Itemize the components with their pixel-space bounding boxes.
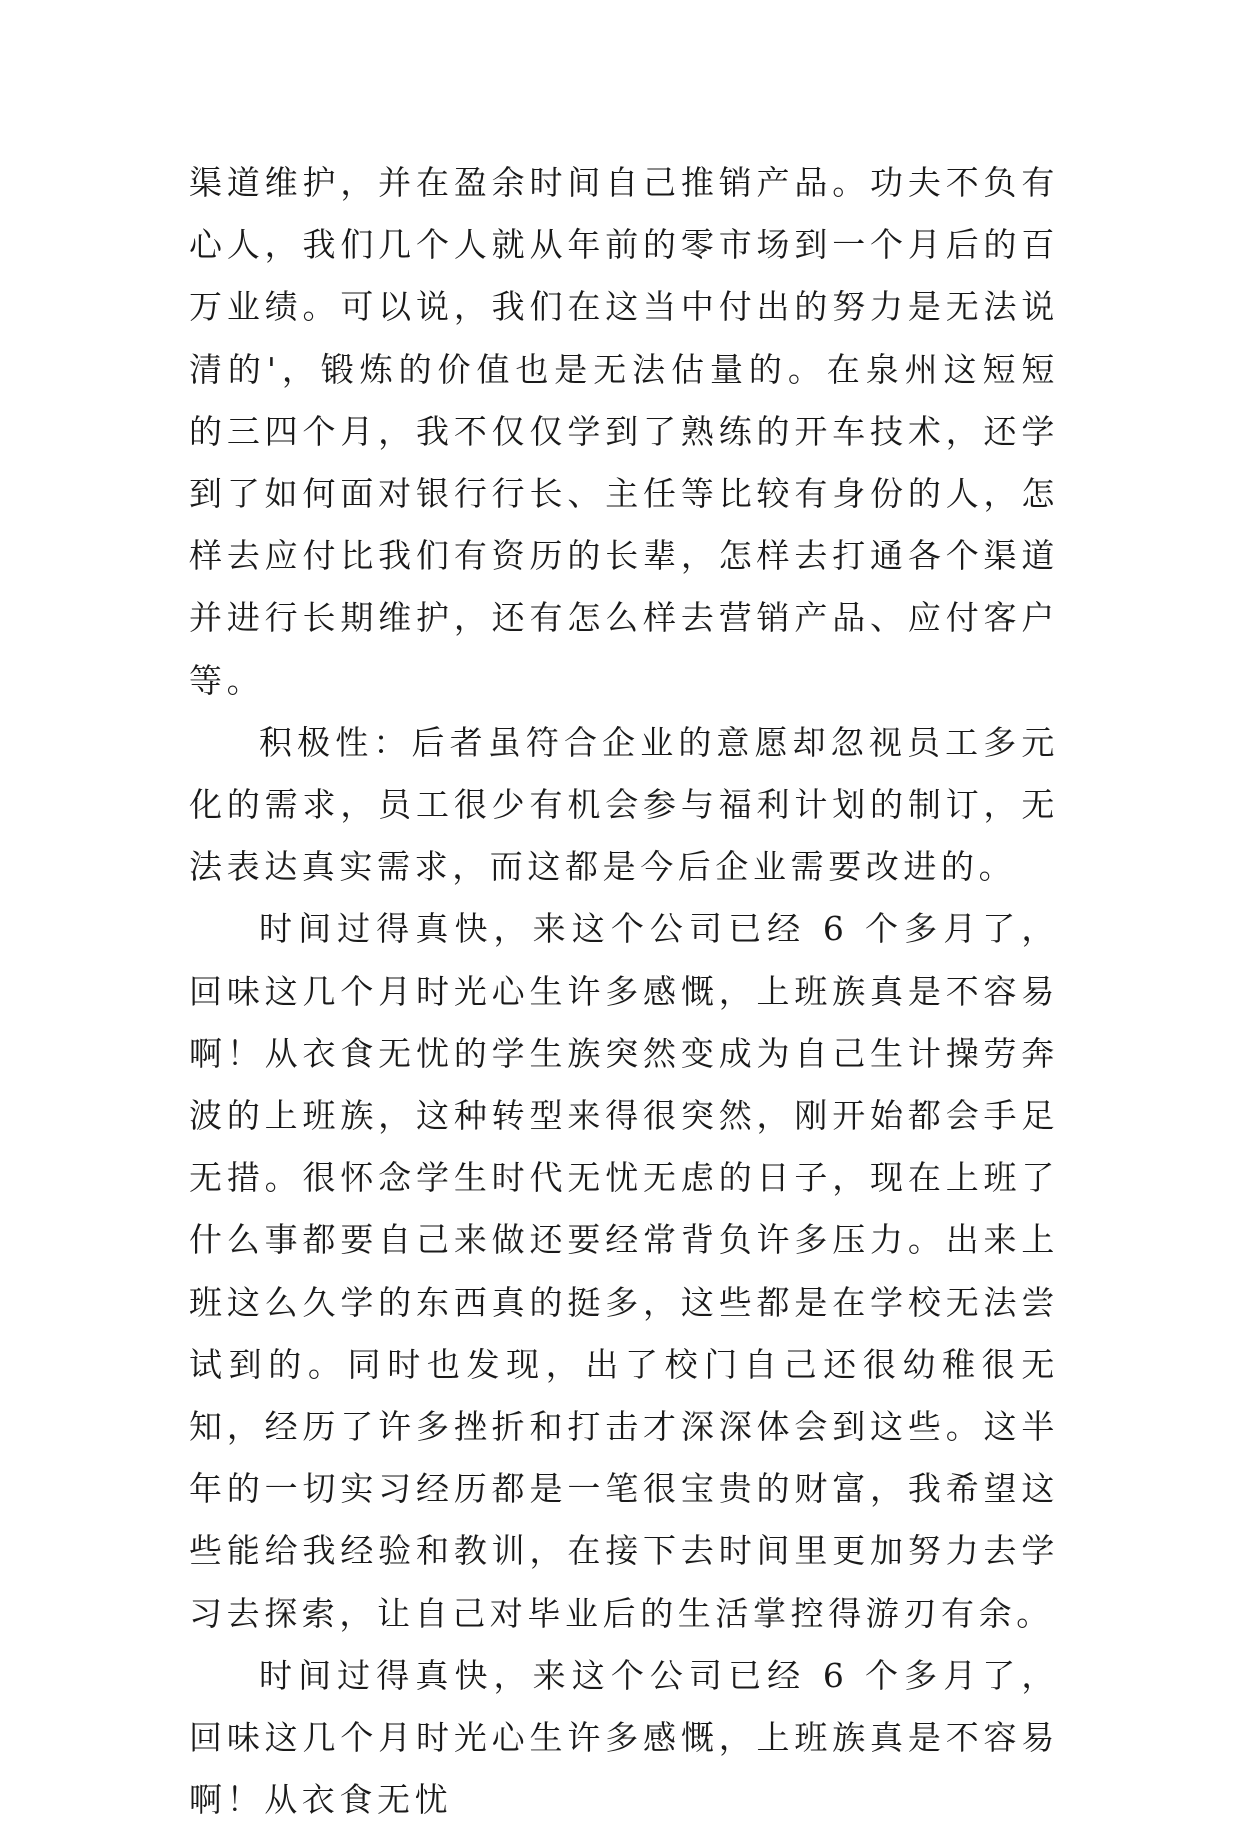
paragraph: 渠道维护，并在盈余时间自己推销产品。功夫不负有心人，我们几个人就从年前的零市场到一个月后的百万业绩。可以说，我们在这当中付出的努力是无法说清的'，锻炼的价值也是无法估量的。在泉州这短短的三四个月，我不仅仅学到了熟练的开车技术，还学到了如何面对银行行长、主任等比较有身份的人，怎样去应付比我们有资历的长辈，怎样去打通各个渠道并进行长期维护，还有怎么样去营销产品、应付客户等。 bbox=[189, 163, 1059, 700]
paragraph: 积极性：后者虽符合企业的意愿却忽视员工多元化的需求，员工很少有机会参与福利计划的制订，无法表达真实需求，而这都是今后企业需要改进的。 bbox=[189, 722, 1059, 887]
body-text bbox=[189, 152, 1059, 1831]
paragraph: 时间过得真快，来这个公司已经 6 个多月了，回味这几个月时光心生许多感慨，上班族真是不容易啊！从衣食无忧 bbox=[189, 1655, 1059, 1820]
paragraph: 时间过得真快，来这个公司已经 6 个多月了，回味这几个月时光心生许多感慨，上班族真是不容易啊！从衣食无忧的学生族突然变成为自己生计操劳奔波的上班族，这种转型来得很突然，刚开始都会手足无措。很怀念学生时代无忧无虑的日子，现在上班了什么事都要自己来做还要经常背负许多压力。出来上班这么久学的东西真的挺多，这些都是在学校无法尝试到的。同时也发现，出了校门自己还很幼稚很无知，经历了许多挫折和打击才深深体会到这些。这半年的一切实习经历都是一笔很宝贵的财富，我希望这些能给我经验和教训，在接下去时间里更加努力去学习去探索，让自己对毕业后的生活掌控得游刃有余。 bbox=[189, 909, 1059, 1633]
